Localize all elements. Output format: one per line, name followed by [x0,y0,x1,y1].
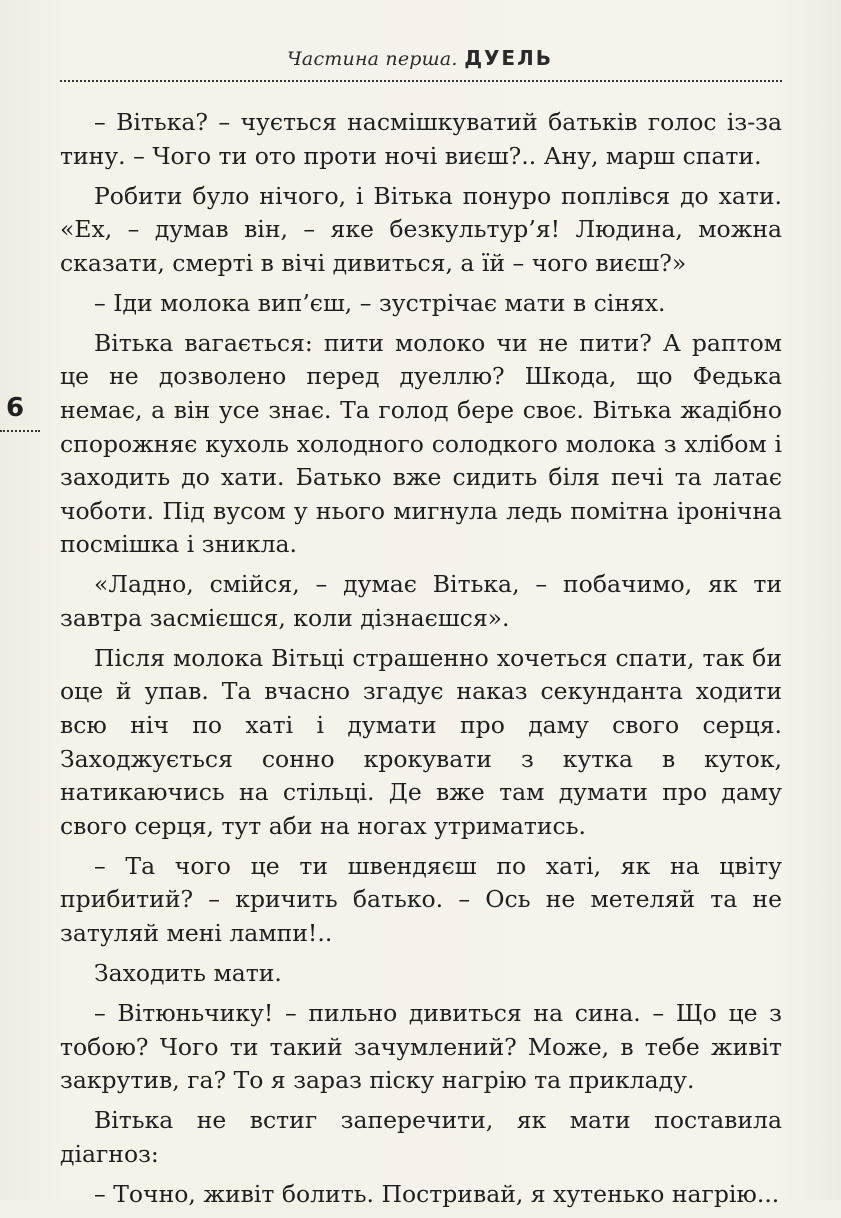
paragraph: «Ладно, смійся, – думає Вітька, – побачимо, як ти завтра засмієшся, коли дізнаєшся». [60,570,782,632]
paragraph: Вітька вагається: пити молоко чи не пити? А раптом це не дозволено перед дуеллю? Шкода, що Федька немає, а він усе знає. Та голод бере своє. Вітька жадібно спорожняє кухоль холодного солодкого молока з хлібом і заходить до хати. Батько вже сидить біля печі та латає чоботи. Під вусом у нього мигнула ледь помітна іронічна посмішка і зникла. [60,328,782,559]
paragraph: Вітька не встиг заперечити, як мати поставила діагноз: [60,1106,782,1168]
running-head-title: ДУЕЛЬ [464,46,553,70]
paragraph: – Та чого це ти швендяєш по хаті, як на цвіту прибитий? – кричить батько. – Ось не метеляй та не затуляй мені лампи!.. [60,851,782,947]
running-head-part: Частина перша. [287,48,458,70]
paragraph: – Вітюньчику! – пильно дивиться на сина. – Що це з тобою? Чого ти такий зачумлений? Може, в тебе живіт закрутив, га? То я зараз піску нагрію та прикладу. [60,998,782,1095]
header-dotted-rule [60,80,782,82]
paragraph: – Іди молока вип’єш, – зустрічає мати в сінях. [94,288,666,317]
page-number-dotted-rule [0,430,40,432]
page-number: 6 [6,393,25,423]
paragraph: Заходить мати. [94,958,282,987]
paragraph: Робити було нічого, і Вітька понуро поплівся до хати. «Ех, – думав він, – яке безкультур’я! Людина, можна сказати, смерті в вічі дивиться, а їй – чого виєш?» [60,181,782,277]
paragraph: – Точно, живіт болить. Постривай, я хутенько нагрію... [94,1179,780,1208]
body-text [60,106,782,1218]
running-head [60,46,780,70]
paragraph: Після молока Вітьці страшенно хочеться спати, так би оце й упав. Та вчасно згадує наказ секунданта ходити всю ніч по хаті і думати про даму свого серця. Заходжується сонно крокувати з кутка в куток, натикаючись на стільці. Де вже там думати про даму свого серця, тут аби на ногах утриматись. [60,643,782,840]
paragraph: – Вітька? – чується насмішкуватий батьків голос із-за тину. – Чого ти ото проти ночі виєш?.. Ану, марш спати. [60,108,782,170]
